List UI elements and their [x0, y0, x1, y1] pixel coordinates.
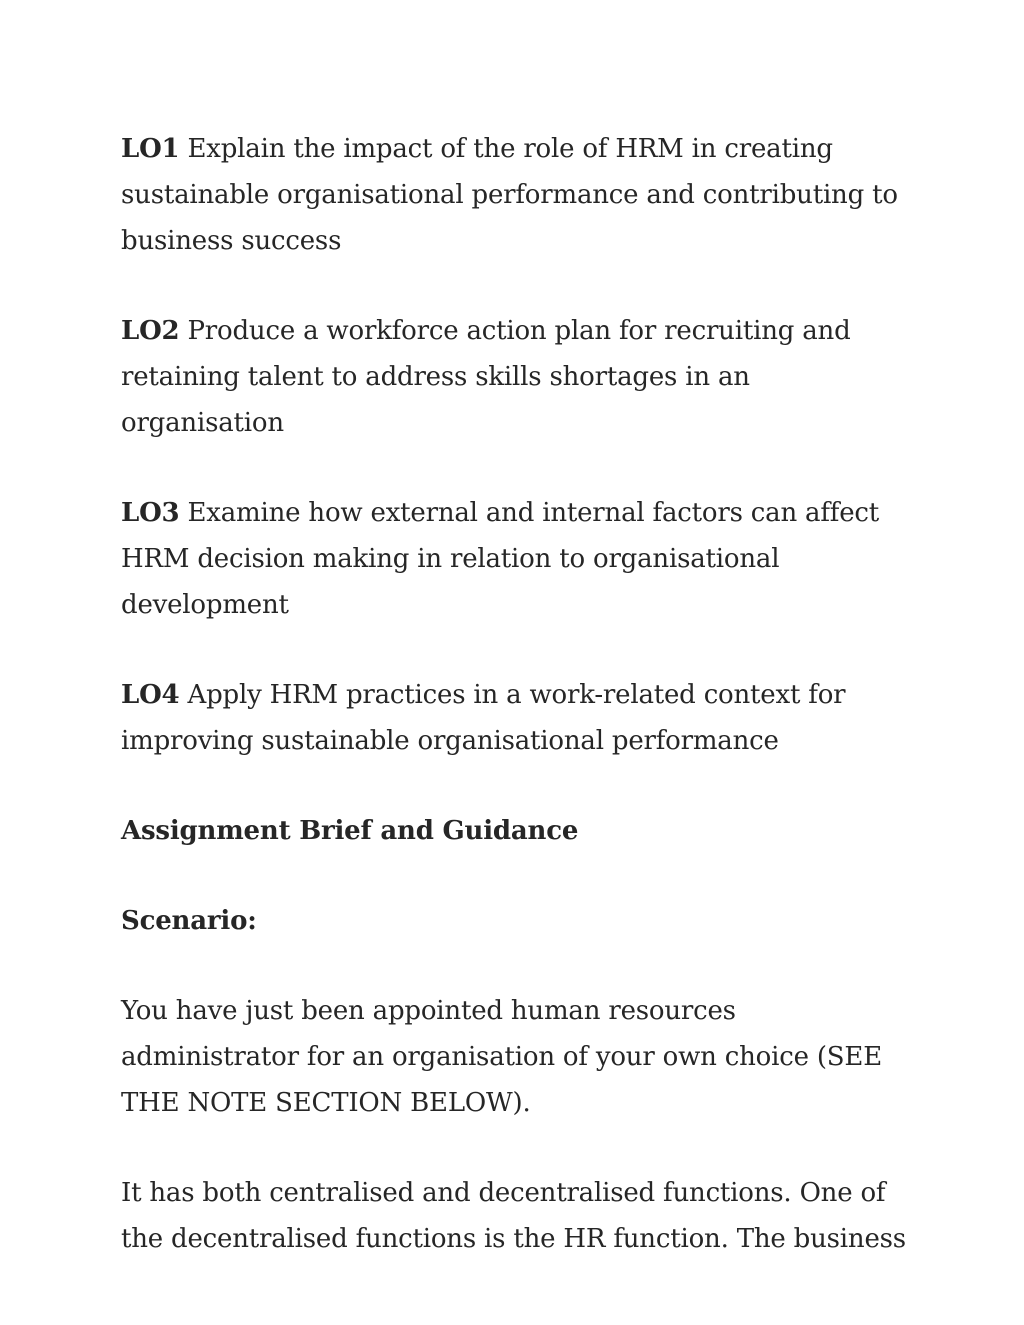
lo-code: LO3	[121, 498, 180, 528]
scenario-paragraph: It has both centralised and decentralised functions. One of the decentralised functions is the HR function. The business	[121, 1178, 906, 1254]
learning-outcome-lo4	[121, 672, 911, 764]
lo-text: Explain the impact of the role of HRM in creating sustainable organisational performance and contributing to business success	[121, 134, 898, 256]
assignment-brief-heading: Assignment Brief and Guidance	[121, 816, 579, 846]
lo-text: Apply HRM practices in a work-related context for improving sustainable organisational performance	[121, 680, 846, 756]
lo-text: Examine how external and internal factors can affect HRM decision making in relation to organisational development	[121, 498, 879, 620]
lo-code: LO4	[121, 680, 180, 710]
lo-code: LO1	[121, 134, 180, 164]
learning-outcome-lo3	[121, 490, 911, 628]
scenario-heading: Scenario:	[121, 906, 257, 936]
learning-outcome-lo1	[121, 126, 911, 264]
learning-outcome-lo2	[121, 308, 911, 446]
scenario-paragraph: You have just been appointed human resources administrator for an organisation of your own choice (SEE THE NOTE SECTION BELOW).	[121, 996, 882, 1118]
document-page	[121, 126, 911, 1306]
lo-text: Produce a workforce action plan for recruiting and retaining talent to address skills shortages in an organisation	[121, 316, 851, 438]
lo-code: LO2	[121, 316, 180, 346]
